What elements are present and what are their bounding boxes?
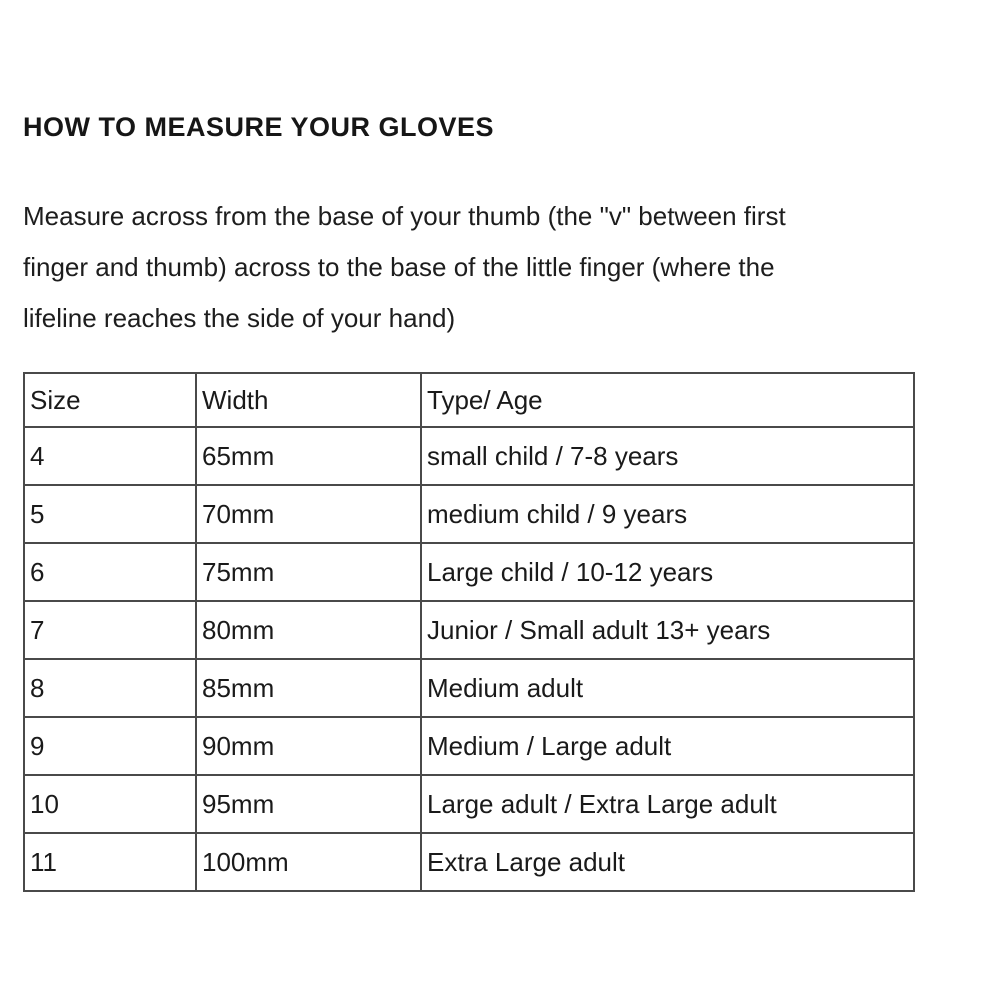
column-header: Type/ Age <box>421 373 914 427</box>
table-cell: 90mm <box>196 717 421 775</box>
table-cell: 100mm <box>196 833 421 891</box>
table-cell: 65mm <box>196 427 421 485</box>
table-body <box>24 427 914 891</box>
table-cell: 7 <box>24 601 196 659</box>
table-cell: 9 <box>24 717 196 775</box>
table-row <box>24 485 914 543</box>
table-cell: 80mm <box>196 601 421 659</box>
table-row <box>24 601 914 659</box>
table-cell: 95mm <box>196 775 421 833</box>
table-cell: 6 <box>24 543 196 601</box>
instructions-line-2: finger and thumb) across to the base of the little finger (where the <box>23 252 775 282</box>
table-cell: 85mm <box>196 659 421 717</box>
column-header: Size <box>24 373 196 427</box>
table-row <box>24 543 914 601</box>
table-cell: 75mm <box>196 543 421 601</box>
table-cell: Junior / Small adult 13+ years <box>421 601 914 659</box>
table-row <box>24 833 914 891</box>
table-cell: Large child / 10-12 years <box>421 543 914 601</box>
table-cell: small child / 7-8 years <box>421 427 914 485</box>
column-header: Width <box>196 373 421 427</box>
table-cell: 10 <box>24 775 196 833</box>
glove-size-table <box>23 372 915 892</box>
table-cell: Large adult / Extra Large adult <box>421 775 914 833</box>
table-cell: medium child / 9 years <box>421 485 914 543</box>
instructions-line-3: lifeline reaches the side of your hand) <box>23 303 456 333</box>
table-cell: Medium adult <box>421 659 914 717</box>
table-cell: Medium / Large adult <box>421 717 914 775</box>
measuring-instructions <box>23 191 976 344</box>
table-cell: 8 <box>24 659 196 717</box>
instructions-line-1: Measure across from the base of your thumb (the "v" between first <box>23 201 786 231</box>
table-header-row <box>24 373 914 427</box>
table-row <box>24 427 914 485</box>
page-title: HOW TO MEASURE YOUR GLOVES <box>23 112 495 142</box>
table-cell: Extra Large adult <box>421 833 914 891</box>
table-cell: 11 <box>24 833 196 891</box>
table-cell: 4 <box>24 427 196 485</box>
table-cell: 70mm <box>196 485 421 543</box>
table-row <box>24 775 914 833</box>
table-cell: 5 <box>24 485 196 543</box>
table-row <box>24 659 914 717</box>
table-row <box>24 717 914 775</box>
